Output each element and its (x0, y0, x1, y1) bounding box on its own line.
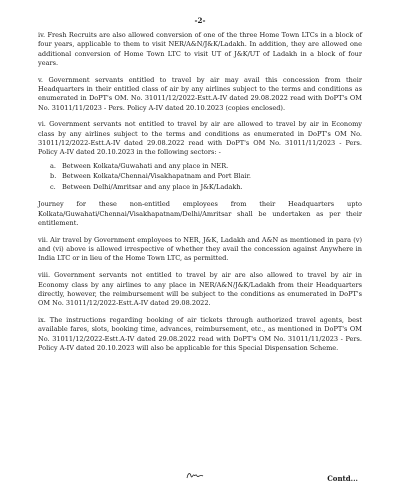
paragraph-journey: Journey for these non-entitled employees from their Headquarters upto Kolkata/Guwahati/Chennai/Visakhapatnam/Delhi/Amritsar shall be undertaken as per their entitlement. (38, 200, 362, 228)
paragraph-iv: iv. Fresh Recruits are also allowed conversion of one of the three Home Town LTCs in a block of four years, applicable to them to visit NER/A&N/J&K/Ladakh. In addition, they are allowed one additional conversion of Home Town LTC to visit UT of J&K/UT of Ladakh in a block of four years. (38, 31, 362, 67)
list-item: a. Between Kolkata/Guwahati and any place in NER. (50, 161, 229, 170)
signature-initials (186, 470, 204, 480)
list-item: b. Between Kolkata/Chennai/Visakhapatnam and Port Blair. (50, 172, 251, 181)
paragraph-vi: vi. Government servants not entitled to travel by air are allowed to travel by air in Economy class by any airlines subject to the terms and conditions as enumerated in DoPT's OM No. 31011/12/2022-Estt.A-IV dated 29.08.2022 read with DoPT's OM No. 31011/11/2023 - Pers. Policy A-IV dated 20.10.2023 in the following sectors: - (38, 120, 362, 157)
paragraph-ix: ix. The instructions regarding booking of air tickets through authorized travel agents, best available fares, slots, booking time, advances, reimbursement, etc., as mentioned in DoPT's OM No. 31011/12/2022-Estt.A-IV dated 29.08.2022 read with DoPT's OM No. 31011/11/2023 - Pers. Policy A-IV dated 20.10.2023 will also be applicable for this Special Dispensation Scheme. (38, 315, 362, 352)
list-item: c. Between Delhi/Amritsar and any place in J&K/Ladakh. (50, 183, 243, 192)
paragraph-vii: vii. Air travel by Government employees to NER, J&K, Ladakh and A&N as mentioned in para (v) and (vi) above is allowed irrespective of whether they avail the concession against Anywhere in India LTC or in lieu of the Home Town LTC, as permitted. (38, 235, 362, 263)
paragraph-viii: viii. Government servants not entitled to travel by air are also allowed to travel by air in Economy class by any airlines to any place in NER/A&N/J&K/Ladakh from their Headquarters directly, however, the reimbursement will be subject to the conditions as enumerated in DoPT's OM No. 31011/12/2022-Estt.A-IV dated 29.08.2022. (38, 271, 362, 308)
page-number: -2- (194, 16, 206, 25)
continued-note: Contd... (327, 474, 358, 483)
sector-list (38, 162, 362, 193)
paragraph-v: v. Government servants entitled to travel by air may avail this concession from their Headquarters in their entitled class of air by any airlines subject to the terms and conditions as enumerated in DoPT's OM. No. 31011/12/2022-Estt.A-IV dated 29.08.2022 read with DoPT's OM No. 31011/11/2023 - Pers. Policy A-IV dated 20.10.2023 (copies enclosed). (38, 75, 362, 112)
